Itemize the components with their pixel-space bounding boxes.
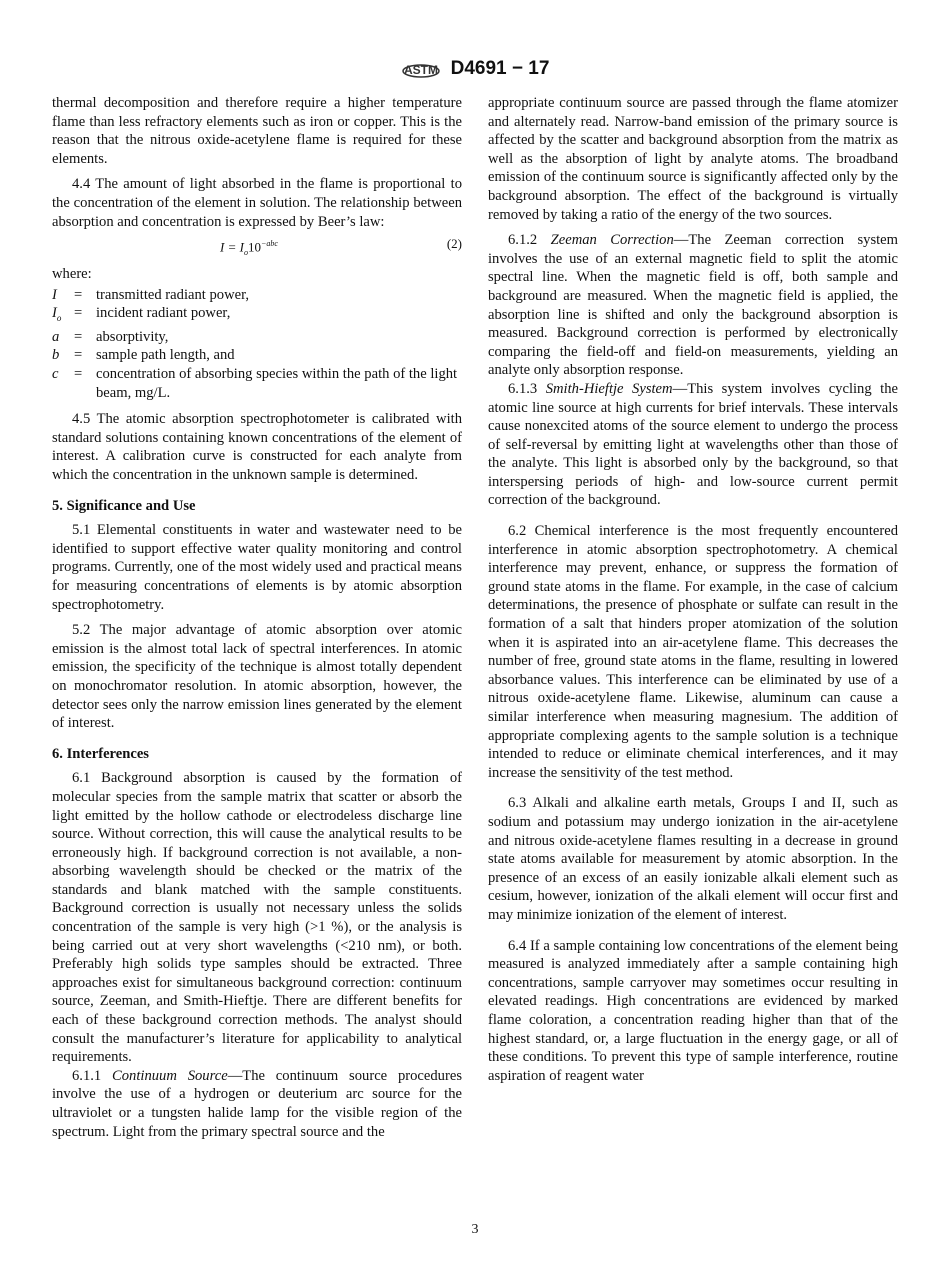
document-code: D4691 − 17	[450, 58, 550, 79]
definitions-list	[52, 286, 462, 402]
paragraph-6-4: 6.4 If a sample containing low concentrations of the element being measured is analyzed immediately after a sample containing high concentrations, sample carryover may sometimes occur resulting in elevated readings. High concentrations are evidenced by marked flame coloration, a concentration reading higher than that of the highest standard, or, a large fluctuation in the energy gage, or all of these conditions. To prevent this type of sample interference, routine aspiration of reagent water	[488, 937, 898, 1084]
def-equals: =	[74, 286, 83, 303]
left-column	[52, 94, 462, 1148]
def-symbol: b	[52, 347, 60, 364]
paragraph-6-1-3	[488, 380, 898, 510]
def-text: absorptivity,	[96, 328, 169, 345]
equation-lhs: I = I	[220, 239, 244, 255]
definition-item	[52, 286, 462, 305]
paragraph-4-4: 4.4 The amount of light absorbed in the flame is proportional to the concentration of the element in solution. The relationship between absorption and concentration is expressed by Beer’s law:	[52, 176, 462, 230]
def-symbol: I	[52, 286, 57, 303]
def-symbol: $I_o$	[52, 305, 62, 324]
svg-text:ASTM: ASTM	[403, 63, 438, 77]
paragraph-6-1: 6.1 Background absorption is caused by the formation of molecular species from the sample matrix that scatter or absorb the light emitted by the hollow cathode or electrodeless discharge line source. Without correction, this will cause the analytical results to be erroneously high. If background correction is not available, a non-absorbing wavelength should be checked or the matrix of the standards and blank matched with the sample constituents. Background correction is usually not necessary unless the solids concentration of the sample is very high (>1 %), or the analysis is being carried out at very short wavelengths (<210 nm), or both. Preferably high solids type samples should be extracted. Three approaches exist for simultaneous background correction: continuum source, Zeeman, and Smith-Hieftje. There are different benefits for each of these background correction methods. The analyst should consult the manufacturer’s literature for applicability to analytical requirements.	[52, 770, 462, 1066]
equation-sub: o	[243, 248, 248, 258]
para-title: Zeeman Correction	[550, 232, 674, 249]
right-column	[488, 94, 898, 1092]
section-heading-5: 5. Significance and Use	[52, 497, 196, 514]
def-text: incident radiant power,	[96, 305, 231, 322]
paragraph-6-2: 6.2 Chemical interference is the most frequently encountered interference in atomic absorption spectrophotometry. A chemical interference may prevent, enhance, or suppress the formation of ground state atoms in the flame. For example, in the case of calcium determinations, the presence of phosphate or sulfate can result in the formation of a salt that hinders proper atomization of the solution when it is aspirated into an air-acetylene flame. This decreases the number of free, ground state atoms in the flame, resulting in lowered absorbance values. This interference can be eliminated by use of a nitrous oxide-acetylene flame. Likewise, aluminum can cause a similar interference when measuring magnesium. The addition of appropriate complexing agents to the sample solution is a technique intended to reduce or eliminate chemical interferences, and it may increase the sensitivity of the test method.	[488, 523, 898, 781]
section-heading-6: 6. Interferences	[52, 745, 149, 762]
para-number: 6.1.3	[508, 380, 546, 397]
paragraph-6-3: 6.3 Alkali and alkaline earth metals, Groups I and II, such as sodium and potassium may undergo ionization in the air-acetylene and nitrous oxide-acetylene flames resulting in a decrease in ground state atoms available for measurement by atomic absorption. In the presence of an excess of an easily ionizable alkali element such as cesium, however, ionization of the alkali element will occur first and may minimize ionization of the element of interest.	[488, 795, 898, 923]
paragraph-6-1-1	[52, 1067, 462, 1141]
paragraph-6-1-2	[488, 231, 898, 380]
para-title: Smith-Hieftje System	[545, 380, 673, 397]
astm-logo	[401, 56, 441, 82]
paragraph-4-5: 4.5 The atomic absorption spectrophotometer is calibrated with standard solutions containing known concentrations of the element of interest. A calibration curve is constructed for each analyte from which the concentration in the unknown sample is determined.	[52, 411, 462, 483]
para-number: 6.1.2	[508, 232, 551, 249]
para-text: —The continuum source procedures involve the use of a hydrogen or deuterium arc source for the ultraviolet or a tungsten halide lamp for the visible region of the spectrum. Light from the primary spectral source and the	[52, 1067, 462, 1140]
def-symbol: a	[52, 328, 60, 345]
page-header	[0, 56, 950, 82]
paragraph: thermal decomposition and therefore require a higher temperature flame than less refractory elements such as iron or copper. This is the reason that the nitrous oxide-acetylene flame is required for these elements.	[52, 95, 462, 167]
definition-item	[52, 304, 462, 328]
para-text: —This system involves cycling the atomic line source at high currents for brief intervals. These intervals cause nonexcited atoms of the source element to undergo the process of self-reversal by emitting light at wavelengths other than those of the analyte. This light is absorbed only by the background, so that interspersing periods of high- and low-source current permit correction of the background.	[488, 380, 898, 509]
def-equals: =	[74, 366, 83, 383]
equation-exponent: −abc	[260, 239, 278, 249]
para-number: 6.1.1	[72, 1067, 113, 1084]
paragraph-5-1: 5.1 Elemental constituents in water and wastewater need to be identified to support effective water quality monitoring and control programs. Currently, one of the most widely used and practical means for measuring concentrations of elements is by atomic absorption spectrophotometry.	[52, 522, 462, 613]
para-title: Continuum Source	[112, 1067, 228, 1084]
where-label: where:	[52, 266, 92, 283]
def-text: transmitted radiant power,	[96, 286, 250, 303]
def-symbol: c	[52, 366, 59, 383]
def-equals: =	[74, 305, 83, 322]
def-equals: =	[74, 347, 83, 364]
paragraph: appropriate continuum source are passed through the flame atomizer and alternately read. Narrow-band emission of the primary source is affected by the scatter and background absorption from the matrix as well as the absorption of light by analyte atoms. The broadband emission of the continuum source is significantly affected only by the background absorption. The effect of the background is virtually removed by taking a ratio of the energy of the two sources.	[488, 95, 898, 223]
definition-item	[52, 365, 462, 402]
equation-base: 10	[247, 239, 261, 255]
paragraph-5-2: 5.2 The major advantage of atomic absorption over atomic emission is the almost total lack of spectral interferences. In atomic emission, the specificity of the technique is almost totally dependent on monochromator resolution. In atomic absorption, however, the detector sees only the narrow emission lines generated by the element of interest.	[52, 622, 462, 732]
page-number: 3	[471, 1222, 479, 1237]
definition-item	[52, 328, 462, 347]
def-text: sample path length, and	[96, 347, 235, 364]
def-equals: =	[74, 328, 83, 345]
para-text: —The Zeeman correction system involves the use of an external magnetic field to split the atomic spectral line. When the magnetic field is off, both sample and background are measured. When the magnetic field is applied, the absorption line is shifted and only the background absorption is measured. Background correction is performed by electronically comparing the field-off and field-on measurements, yielding an analyte only absorption response.	[488, 232, 899, 379]
equation-2	[52, 233, 462, 259]
def-text: concentration of absorbing species within the path of the light beam, mg/L.	[96, 366, 458, 401]
definition-item	[52, 346, 462, 365]
equation-number: (2)	[446, 236, 462, 252]
